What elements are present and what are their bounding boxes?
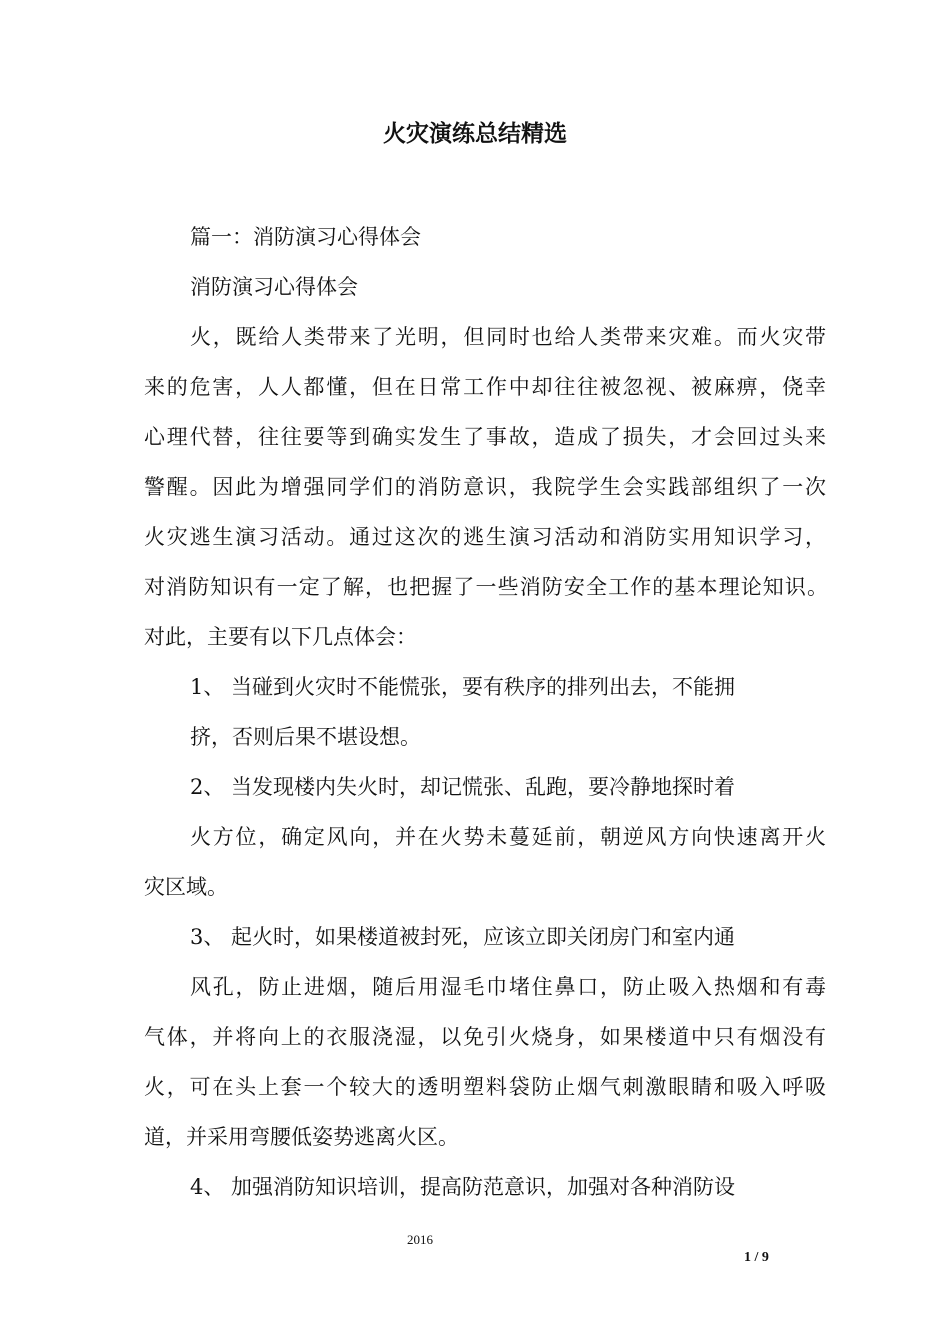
paragraph-line: 心理代替，往往要等到确实发生了事故，造成了损失，才会回过头来 bbox=[144, 425, 826, 449]
list-item-2: 2、 当发现楼内失火时，却记慌张、乱跑，要冷静地探时着 bbox=[190, 775, 736, 799]
page-title: 火灾演练总结精选 bbox=[383, 120, 567, 147]
list-item-3-cont: 气体，并将向上的衣服浇湿，以免引火烧身，如果楼道中只有烟没有 bbox=[144, 1025, 826, 1049]
paragraph-line: 警醒。因此为增强同学们的消防意识，我院学生会实践部组织了一次 bbox=[144, 475, 826, 499]
list-item-1-cont: 挤，否则后果不堪设想。 bbox=[190, 725, 421, 749]
paragraph-line: 火，既给人类带来了光明，但同时也给人类带来灾难。而火灾带 bbox=[190, 325, 826, 349]
list-item-1: 1、 当碰到火灾时不能慌张，要有秩序的排列出去，不能拥 bbox=[190, 675, 736, 699]
list-item-4: 4、 加强消防知识培训，提高防范意识，加强对各种消防设 bbox=[190, 1175, 736, 1199]
paragraph-line: 对消防知识有一定了解，也把握了一些消防安全工作的基本理论知识。 bbox=[144, 575, 828, 599]
paragraph-line: 火灾逃生演习活动。通过这次的逃生演习活动和消防实用知识学习， bbox=[144, 525, 826, 549]
list-item-2-cont: 灾区域。 bbox=[144, 875, 228, 899]
list-item-3: 3、 起火时，如果楼道被封死，应该立即关闭房门和室内通 bbox=[190, 925, 736, 949]
paragraph-line: 对此，主要有以下几点体会： bbox=[144, 625, 417, 649]
list-item-3-cont: 道，并采用弯腰低姿势逃离火区。 bbox=[144, 1125, 459, 1149]
list-item-3-cont: 风孔，防止进烟，随后用湿毛巾堵住鼻口，防止吸入热烟和有毒 bbox=[190, 975, 826, 999]
paragraph-line: 来的危害，人人都懂，但在日常工作中却往往被忽视、被麻痹，侥幸 bbox=[144, 375, 826, 399]
section-heading: 篇一：消防演习心得体会 bbox=[190, 225, 421, 249]
footer-year: 2016 bbox=[407, 1232, 433, 1247]
subheading: 消防演习心得体会 bbox=[190, 275, 358, 299]
list-item-2-cont: 火方位，确定风向，并在火势未蔓延前，朝逆风方向快速离开火 bbox=[190, 825, 826, 849]
list-item-3-cont: 火，可在头上套一个较大的透明塑料袋防止烟气刺激眼睛和吸入呼吸 bbox=[144, 1075, 826, 1099]
page-number: 1 / 9 bbox=[744, 1250, 769, 1265]
